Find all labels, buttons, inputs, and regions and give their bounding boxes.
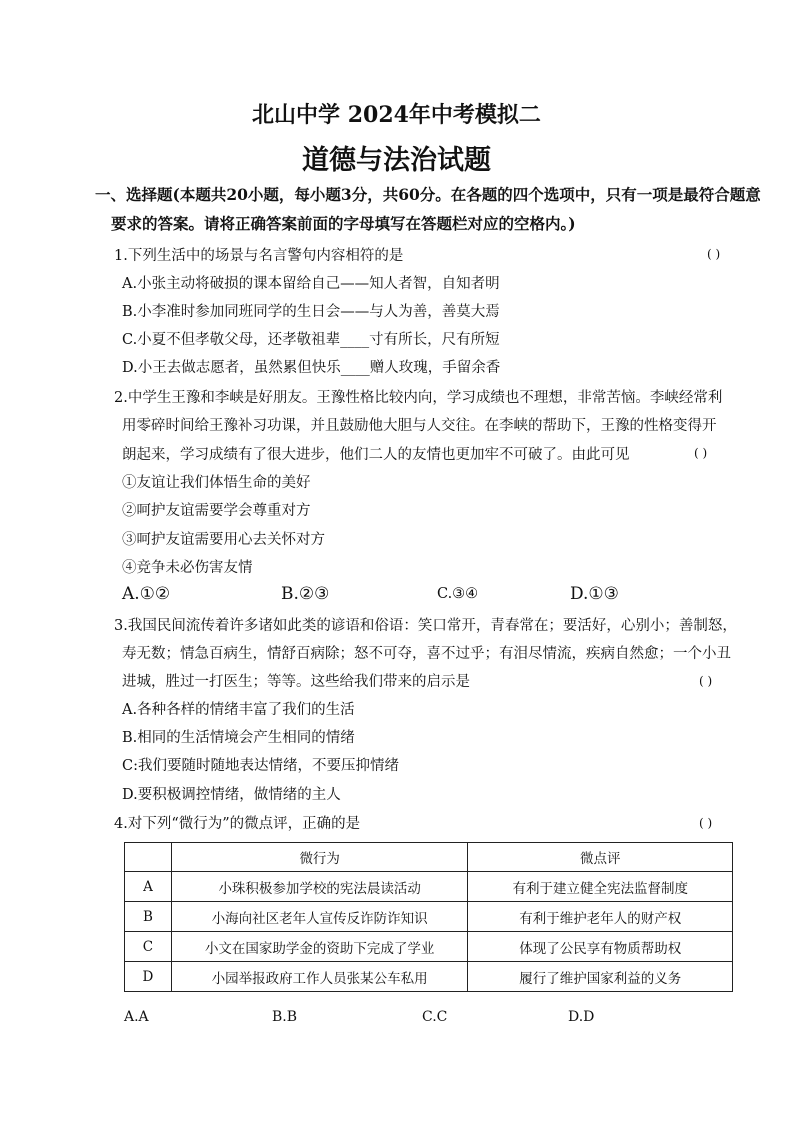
question-2-stem-line1: 2.中学生王豫和李峡是好朋友。王豫性格比较内向，学习成绩也不理想，非常苦恼。李峡经常利 [114, 390, 723, 406]
table-cell: 有利于建立健全宪法监督制度 [468, 872, 733, 902]
question-4-stem: 4.对下列“微行为”的微点评，正确的是 [114, 816, 361, 832]
question-3-answer-paren: ( ) [699, 674, 713, 688]
table-row [125, 902, 733, 932]
table-cell: A [125, 872, 172, 902]
question-2-answer-paren: ( ) [694, 446, 708, 460]
section-heading-line1: 一、选择题(本题共20小题，每小题3分，共60分。在各题的四个选项中，只有一项是最符合题意 [95, 185, 761, 204]
question-3-stem-line1: 3.我国民间流传着许多诸如此类的谚语和俗语：笑口常开，青春常在；要活好，心别小；善制怒， [114, 618, 737, 634]
question-2-item-3: ③呵护友谊需要用心去关怀对方 [122, 532, 325, 548]
question-4-choice-a: A.A [124, 1009, 149, 1025]
table-row [125, 932, 733, 962]
question-1-answer-paren: ( ) [707, 247, 721, 261]
question-1-option-c: C.小夏不但孝敬父母，还孝敬祖辈____寸有所长，尺有所短 [122, 332, 500, 348]
question-2-choice-d: D.①③ [570, 584, 619, 604]
section-heading-line2: 要求的答案。请将正确答案前面的字母填写在答题栏对应的空格内。) [111, 214, 576, 233]
table-row [125, 872, 733, 902]
question-4-answer-paren: ( ) [699, 816, 713, 830]
question-2-choice-b: B.②③ [281, 584, 330, 604]
table-header-cell: 微行为 [171, 843, 468, 872]
table-cell: D [125, 962, 172, 992]
table-cell: B [125, 902, 172, 932]
question-2-choice-a: A.①② [122, 584, 171, 604]
question-4-choice-d: D.D [568, 1009, 595, 1025]
table-cell: 小园举报政府工作人员张某公车私用 [171, 962, 468, 992]
question-3-stem-line3: 进城，胜过一打医生；等等。这些给我们带来的启示是 [122, 674, 470, 690]
question-2-stem-line3: 朗起来，学习成绩有了很大进步，他们二人的友情也更加牢不可破了。由此可见 [122, 447, 630, 463]
table-cell: 体现了公民享有物质帮助权 [468, 932, 733, 962]
question-3-option-b: B.相同的生活情境会产生相同的情绪 [122, 730, 355, 746]
question-2-item-4: ④竞争未必伤害友情 [122, 560, 253, 576]
question-4-table [124, 842, 733, 992]
question-3-option-c: C:我们要随时随地表达情绪，不要压抑情绪 [122, 758, 399, 774]
exam-subject-title: 道德与法治试题 [302, 145, 491, 176]
question-1-option-d: D.小王去做志愿者，虽然累但快乐____赠人玫瑰，手留余香 [122, 360, 501, 376]
table-cell: 小海向社区老年人宣传反诈防诈知识 [171, 902, 468, 932]
question-2-stem-line2: 用零碎时间给王豫补习功课，并且鼓励他大胆与人交往。在李峡的帮助下，王豫的性格变得开 [122, 418, 717, 434]
table-header-cell [125, 843, 172, 872]
table-cell: C [125, 932, 172, 962]
table-cell: 小珠积极参加学校的宪法晨读活动 [171, 872, 468, 902]
question-3-stem-line2: 寿无数；情急百病生，情舒百病除；怒不可夺，喜不过乎；有泪尽情流，疾病自然愈；一个小丑 [122, 646, 731, 662]
exam-title: 北山中学 2024年中考模拟二 [252, 102, 541, 128]
question-4-choice-c: C.C [422, 1009, 448, 1025]
question-1-option-b: B.小李准时参加同班同学的生日会——与人为善，善莫大焉 [122, 304, 500, 320]
table-row [125, 962, 733, 992]
question-2-item-1: ①友谊让我们体悟生命的美好 [122, 475, 311, 491]
question-3-option-d: D.要积极调控情绪，做情绪的主人 [122, 787, 341, 803]
table-cell: 小文在国家助学金的资助下完成了学业 [171, 932, 468, 962]
table-header-row [125, 843, 733, 872]
question-3-option-a: A.各种各样的情绪丰富了我们的生活 [122, 702, 355, 718]
table-cell: 有利于维护老年人的财产权 [468, 902, 733, 932]
question-1-option-a: A.小张主动将破损的课本留给自己——知人者智，自知者明 [122, 276, 500, 292]
table-header-cell: 微点评 [468, 843, 733, 872]
question-2-item-2: ②呵护友谊需要学会尊重对方 [122, 503, 311, 519]
question-2-choice-c: C.③④ [437, 586, 479, 602]
table-cell: 履行了维护国家利益的义务 [468, 962, 733, 992]
question-4-choice-b: B.B [272, 1009, 298, 1025]
question-1-stem: 1.下列生活中的场景与名言警句内容相符的是 [114, 248, 404, 264]
